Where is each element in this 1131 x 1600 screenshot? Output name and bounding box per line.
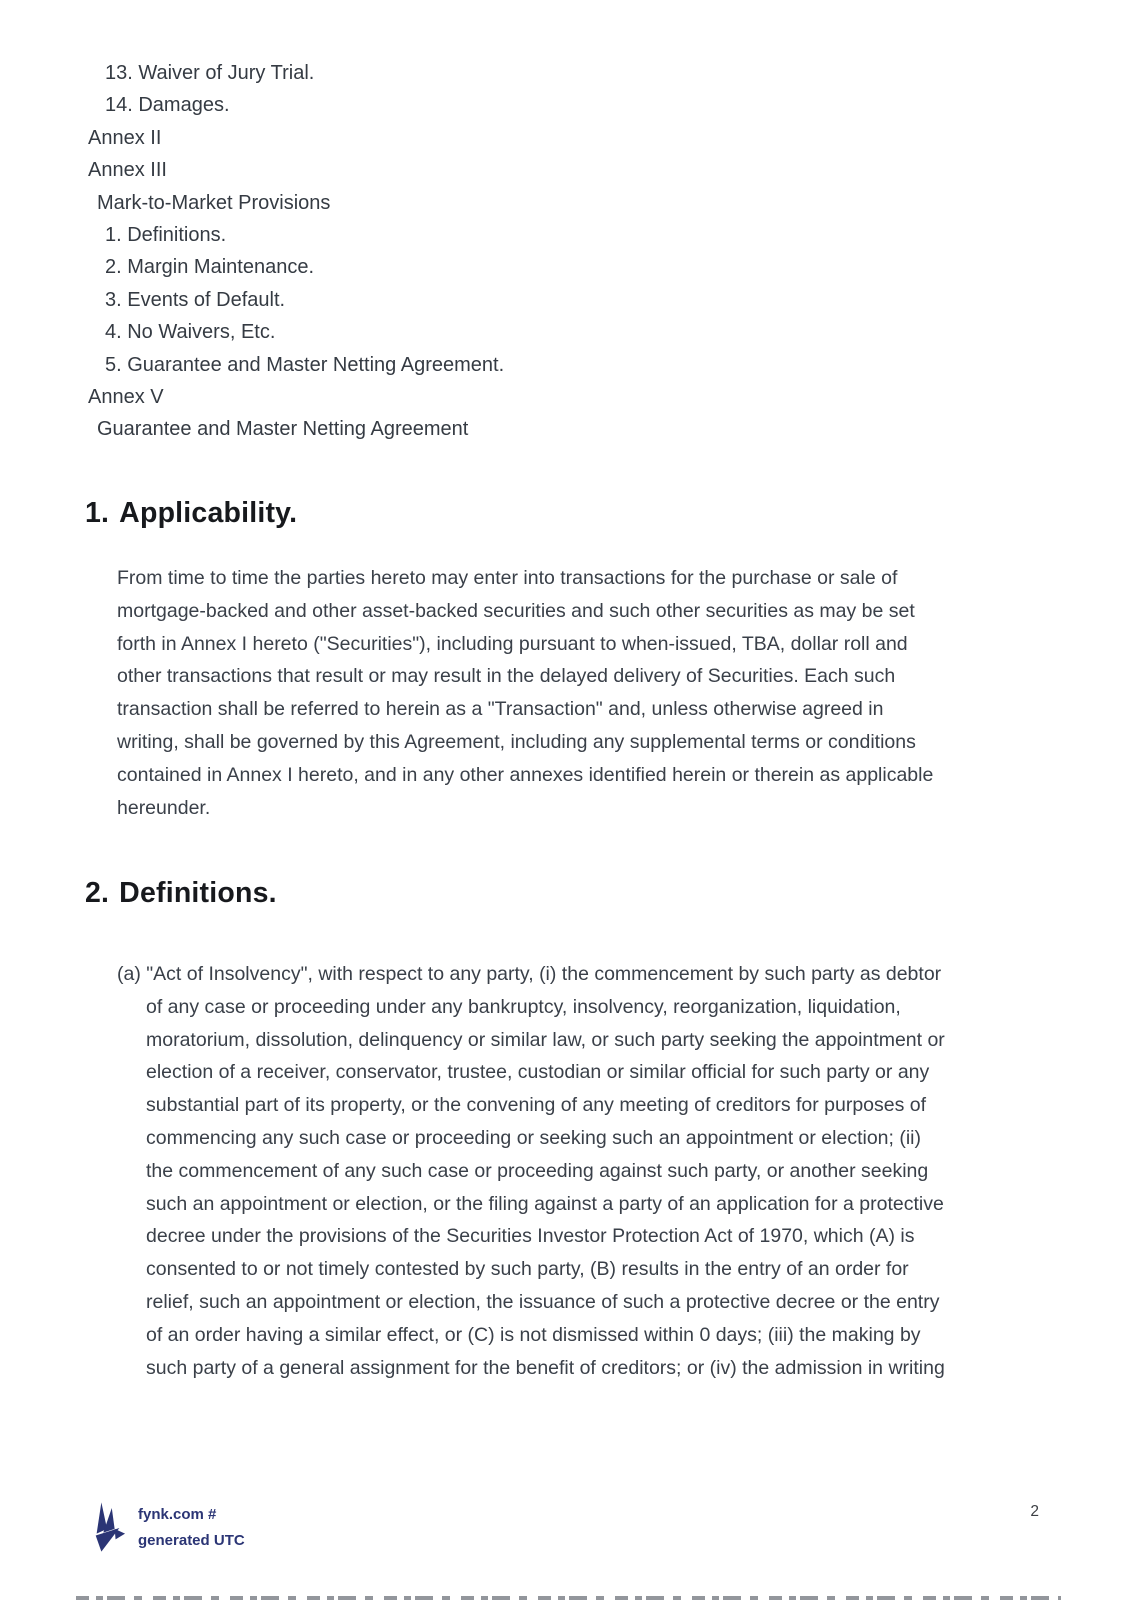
toc-item: Guarantee and Master Netting Agreement bbox=[97, 418, 469, 441]
paragraph-line: hereunder. bbox=[117, 796, 211, 819]
paragraph-line: forth in Annex I hereto ("Securities"), including pursuant to when-issued, TBA, dollar roll and bbox=[117, 632, 908, 655]
toc-item: Annex II bbox=[88, 126, 162, 149]
section-heading-definitions bbox=[85, 877, 277, 910]
footer-brand-text bbox=[138, 1500, 245, 1554]
footer-brand-line1: fynk.com # bbox=[138, 1506, 217, 1523]
paragraph-line: commencing any such case or proceeding or seeking such an appointment or election; (ii) bbox=[146, 1126, 922, 1149]
paragraph-line: decree under the provisions of the Securities Investor Protection Act of 1970, which (A) is bbox=[146, 1225, 915, 1248]
toc-item: 3. Events of Default. bbox=[105, 288, 286, 311]
definitions-paragraph-a bbox=[117, 958, 945, 1384]
toc-item: Annex III bbox=[88, 159, 167, 182]
paragraph-line: From time to time the parties hereto may enter into transactions for the purchase or sale of bbox=[117, 567, 898, 589]
paragraph-line: such an appointment or election, or the filing against a party of an application for a protective bbox=[146, 1192, 944, 1215]
toc-item: Mark-to-Market Provisions bbox=[97, 191, 331, 214]
paragraph-line: contained in Annex I hereto, and in any other annexes identified herein or therein as applicable bbox=[117, 763, 934, 786]
toc-item: 2. Margin Maintenance. bbox=[105, 256, 315, 279]
section-number: 2. bbox=[85, 877, 110, 909]
toc-item: 14. Damages. bbox=[105, 94, 230, 117]
page-number: 2 bbox=[1030, 1503, 1039, 1520]
paragraph-line: substantial part of its property, or the convening of any meeting of creditors for purposes of bbox=[146, 1094, 927, 1117]
paragraph-line: transaction shall be referred to herein as a "Transaction" and, unless otherwise agreed in bbox=[117, 698, 884, 721]
paragraph-line: the commencement of any such case or proceeding against such party, or another seeking bbox=[146, 1159, 929, 1182]
toc-item: 5. Guarantee and Master Netting Agreement. bbox=[105, 353, 505, 376]
toc-item: 13. Waiver of Jury Trial. bbox=[105, 62, 315, 84]
footer-brand-line2: generated UTC bbox=[138, 1532, 245, 1549]
clipped-text-strip bbox=[76, 1596, 1061, 1600]
toc-item: Annex V bbox=[88, 386, 164, 409]
paragraph-line: mortgage-backed and other asset-backed securities and such other securities as may be set bbox=[117, 599, 915, 622]
section-title: Definitions. bbox=[119, 877, 277, 909]
paragraph-line: of any case or proceeding under any bankruptcy, insolvency, reorganization, liquidation, bbox=[146, 995, 901, 1018]
applicability-paragraph bbox=[117, 562, 933, 824]
paragraph-line: relief, such an appointment or election, the issuance of such a protective decree or the entry bbox=[146, 1290, 940, 1313]
paragraph-line: consented to or not timely contested by such party, (B) results in the entry of an order for bbox=[146, 1258, 909, 1281]
table-of-contents bbox=[88, 57, 504, 446]
paragraph-line: moratorium, dissolution, delinquency or similar law, or such party seeking the appointment or bbox=[146, 1028, 945, 1051]
section-heading-applicability bbox=[85, 497, 297, 530]
origami-bird-icon bbox=[90, 1500, 126, 1554]
paragraph-line: of an order having a similar effect, or (C) is not dismissed within 0 days; (iii) the making by bbox=[146, 1323, 921, 1346]
paragraph-line: such party of a general assignment for the benefit of creditors; or (iv) the admission in writing bbox=[146, 1356, 945, 1379]
paragraph-line: other transactions that result or may result in the delayed delivery of Securities. Each such bbox=[117, 665, 896, 688]
footer-brand bbox=[90, 1500, 245, 1554]
section-title: Applicability. bbox=[119, 497, 298, 529]
paragraph-line: writing, shall be governed by this Agreement, including any supplemental terms or conditions bbox=[117, 730, 916, 753]
toc-item: 1. Definitions. bbox=[105, 224, 227, 247]
toc-item: 4. No Waivers, Etc. bbox=[105, 321, 276, 344]
paragraph-line: (a) "Act of Insolvency", with respect to any party, (i) the commencement by such party as debtor bbox=[117, 963, 942, 985]
section-number: 1. bbox=[85, 497, 110, 529]
paragraph-line: election of a receiver, conservator, trustee, custodian or similar official for such party or any bbox=[146, 1061, 930, 1084]
